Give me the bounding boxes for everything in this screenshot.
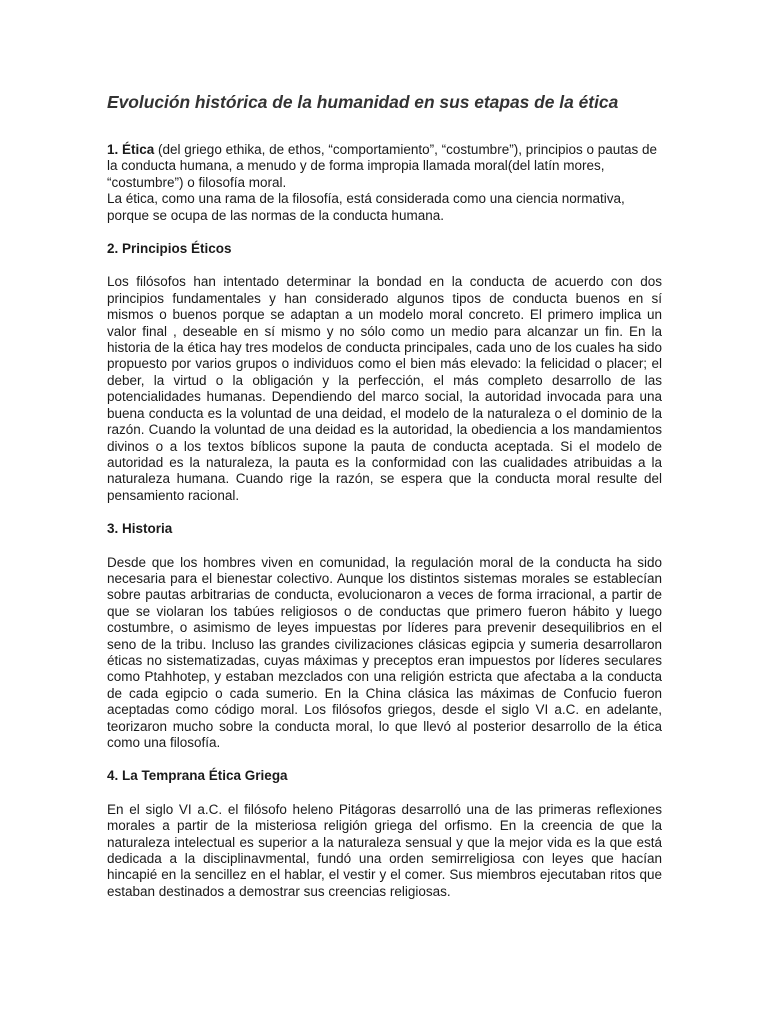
section-body-etica-griega: En el siglo VI a.C. el filósofo heleno Pitágoras desarrolló una de las primeras reflexiones morales a partir de la misteriosa religión griega del orfismo. En la creencia de que la naturaleza intelectual es superior a la naturaleza sensual y que la mejor vida es la que está dedicada a la disciplinavmental, fundó una orden semirreligiosa con leyes que hacían hincapié en la sencillez en el hablar, el vestir y el comer. Sus miembros ejecutaban ritos que estaban destinados a demostrar sus creencias religiosas. [107,801,662,899]
intro-lead: 1. Ética [107,142,155,157]
section-heading-historia: 3. Historia [107,521,173,537]
document-title: Evolución histórica de la humanidad en sus etapas de la ética [107,92,619,112]
section-body-historia: Desde que los hombres viven en comunidad, la regulación moral de la conducta ha sido necesaria para el bienestar colectivo. Aunque los distintos sistemas morales se establecían sobre pautas arbitrarias de conducta, evolucionaron a veces de forma irracional, a partir de que se violaran los tabúes religiosos o de conductas que primero fueron hábito y luego costumbre, o asimismo de leyes impuestas por líderes para prevenir desequilibrios en el seno de la tribu. Incluso las grandes civilizaciones clásicas egipcia y sumeria desarrollaron éticas no sistematizadas, cuyas máximas y preceptos eran impuestos por líderes seculares como Ptahhotep, y estaban mezclados con una religión estricta que afectaba a la conducta de cada egipcio o cada sumerio. En la China clásica las máximas de Confucio fueron aceptadas como código moral. Los filósofos griegos, desde el siglo VI a.C. en adelante, teorizaron mucho sobre la conducta moral, lo que llevó al posterior desarrollo de la ética como una filosofía. [107,554,662,750]
intro-paragraph-1 [107,142,662,191]
section-body-principios: Los filósofos han intentado determinar la bondad en la conducta de acuerdo con dos principios fundamentales y han considerado algunos tipos de conducta buenos en sí mismos o buenos porque se adaptan a un modelo moral concreto. El primero implica un valor final , deseable en sí mismo y no sólo como un medio para alcanzar un fin. En la historia de la ética hay tres modelos de conducta principales, cada uno de los cuales ha sido propuesto por varios grupos o individuos como el bien más elevado: la felicidad o placer; el deber, la virtud o la obligación y la perfección, el más completo desarrollo de las potencialidades humanas. Dependiendo del marco social, la autoridad invocada para una buena conducta es la voluntad de una deidad, el modelo de la naturaleza o el dominio de la razón. Cuando la voluntad de una deidad es la autoridad, la obediencia a los mandamientos divinos o a los textos bíblicos supone la pauta de conducta aceptada. Si el modelo de autoridad es la naturaleza, la pauta es la conformidad con las cualidades atribuidas a la naturaleza humana. Cuando rige la razón, se espera que la conducta moral resulte del pensamiento racional. [107,274,662,503]
intro-paragraph-2: La ética, como una rama de la filosofía, está considerada como una ciencia normativa, porque se ocupa de las normas de la conducta humana. [107,191,625,223]
intro-text: (del griego ethika, de ethos, “comportamiento”, “costumbre”), principios o pautas de la conducta humana, a menudo y de forma impropia llamada moral(del latín mores, “costumbre”) o filosofía moral. [107,142,658,190]
section-heading-principios: 2. Principios Éticos [107,241,232,257]
intro-block [107,142,662,224]
document-page [107,84,662,900]
section-heading-etica-griega: 4. La Temprana Ética Griega [107,768,288,784]
